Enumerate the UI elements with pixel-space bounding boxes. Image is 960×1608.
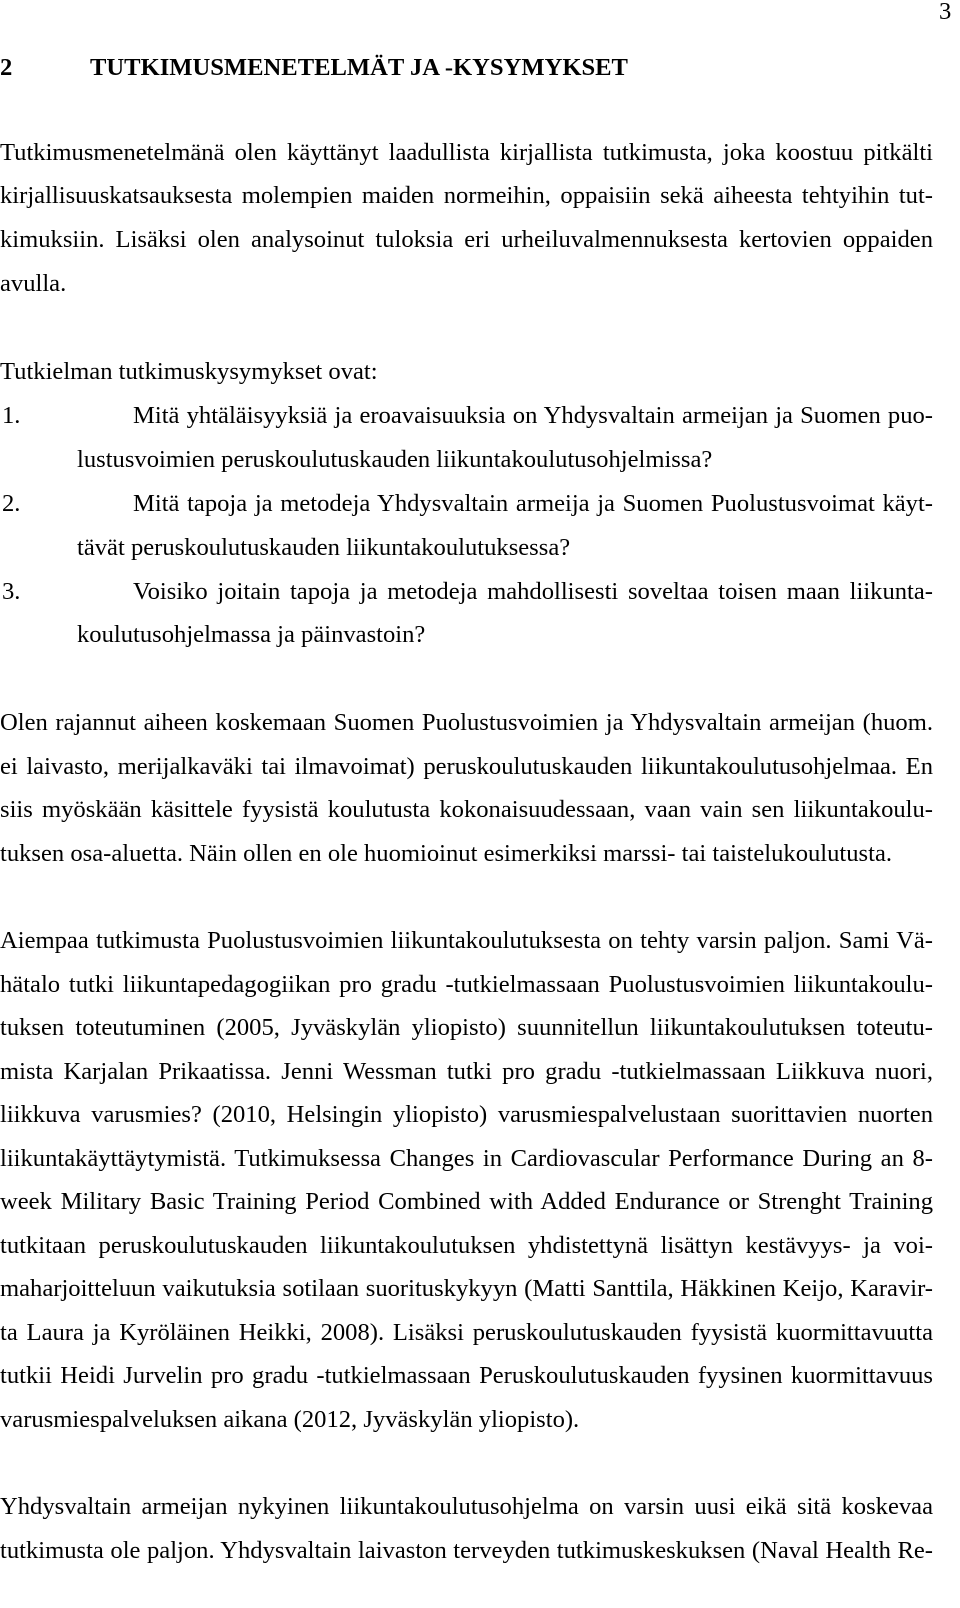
paragraph-line: Yhdysvaltain armeijan nykyinen liikuntakoulutusohjelma on varsin uusi eikä sitä koskevaa — [0, 1493, 933, 1520]
section-heading-title: TUTKIMUSMENETELMÄT JA -KYSYMYKSET — [90, 54, 628, 81]
paragraph-line: avulla. — [0, 270, 67, 297]
paragraph-line: kirjallisuuskatsauksesta molempien maiden normeihin, oppaisiin sekä aiheesta tehtyihin tut- — [0, 182, 933, 209]
paragraph-line: ta Laura ja Kyröläinen Heikki, 2008). Lisäksi peruskoulutuskauden fyysistä kuormittavuutta — [0, 1319, 933, 1346]
question-line: Mitä yhtäläisyyksiä ja eroavaisuuksia on Yhdysvaltain armeijan ja Suomen puo- — [133, 402, 933, 429]
question-line: Voisiko joitain tapoja ja metodeja mahdollisesti soveltaa toisen maan liikunta- — [133, 578, 933, 605]
paragraph-line: siis myöskään käsittele fyysistä koulutusta kokonaisuudessaan, vaan vain sen liikuntakoulu- — [0, 796, 933, 823]
paragraph-line: maharjoitteluun vaikutuksia sotilaan suorituskykyyn (Matti Santtila, Häkkinen Keijo, Karavir- — [0, 1275, 933, 1302]
question-number: 1. — [2, 402, 21, 429]
paragraph-line: ei laivasto, merijalkaväki tai ilmavoimat) peruskoulutuskauden liikuntakoulutusohjelmaa. En — [0, 753, 933, 780]
paragraph-line: varusmiespalveluksen aikana (2012, Jyväskylän yliopisto). — [0, 1406, 580, 1433]
question-line: koulutusohjelmassa ja päinvastoin? — [77, 621, 426, 648]
paragraph-line: kimuksiin. Lisäksi olen analysoinut tuloksia eri urheiluvalmennuksesta kertovien oppaiden — [0, 226, 933, 253]
question-line: tävät peruskoulutuskauden liikuntakoulutuksessa? — [77, 534, 571, 561]
question-line: lustusvoimien peruskoulutuskauden liikuntakoulutusohjelmissa? — [77, 446, 713, 473]
paragraph-line: Tutkimusmenetelmänä olen käyttänyt laadullista kirjallista tutkimusta, joka koostuu pitkälti — [0, 139, 933, 166]
section-heading-number: 2 — [0, 54, 13, 81]
paragraph-line: tutkii Heidi Jurvelin pro gradu -tutkielmassaan Peruskoulutuskauden fyysinen kuormittavuus — [0, 1362, 933, 1389]
paragraph-line: liikkuva varusmies? (2010, Helsingin yliopisto) varusmiespalvelustaan suorittavien nuorten — [0, 1101, 933, 1128]
paragraph-line: tuksen osa-aluetta. Näin ollen en ole huomioinut esimerkiksi marssi- tai taistelukoulutusta. — [0, 840, 893, 867]
paragraph-line: Aiempaa tutkimusta Puolustusvoimien liikuntakoulutuksesta on tehty varsin paljon. Sami Vä- — [0, 927, 933, 954]
page-number: 3 — [939, 0, 952, 25]
paragraph-line: mista Karjalan Prikaatissa. Jenni Wessman tutki pro gradu -tutkielmassaan Liikkuva nuori, — [0, 1058, 933, 1085]
paragraph-line: liikuntakäyttäytymistä. Tutkimuksessa Changes in Cardiovascular Performance During an 8- — [0, 1145, 933, 1172]
questions-lead: Tutkielman tutkimuskysymykset ovat: — [0, 358, 378, 385]
question-number: 3. — [2, 578, 21, 605]
paragraph-line: week Military Basic Training Period Combined with Added Endurance or Strenght Training — [0, 1188, 933, 1215]
paragraph-line: Olen rajannut aiheen koskemaan Suomen Puolustusvoimien ja Yhdysvaltain armeijan (huom. — [0, 709, 933, 736]
paragraph-line: tutkitaan peruskoulutuskauden liikuntakoulutuksen yhdistettynä lisättyn kestävyys- ja voi- — [0, 1232, 933, 1259]
question-line: Mitä tapoja ja metodeja Yhdysvaltain armeija ja Suomen Puolustusvoimat käyt- — [133, 490, 933, 517]
paragraph-line: tuksen toteutuminen (2005, Jyväskylän yliopisto) suunnitellun liikuntakoulutuksen toteutu- — [0, 1014, 933, 1041]
paragraph-line: tutkimusta ole paljon. Yhdysvaltain laivaston terveyden tutkimuskeskuksen (Naval Health Re- — [0, 1537, 933, 1564]
question-number: 2. — [2, 490, 21, 517]
paragraph-line: hätalo tutki liikuntapedagogiikan pro gradu -tutkielmassaan Puolustusvoimien liikuntakoulu- — [0, 971, 933, 998]
